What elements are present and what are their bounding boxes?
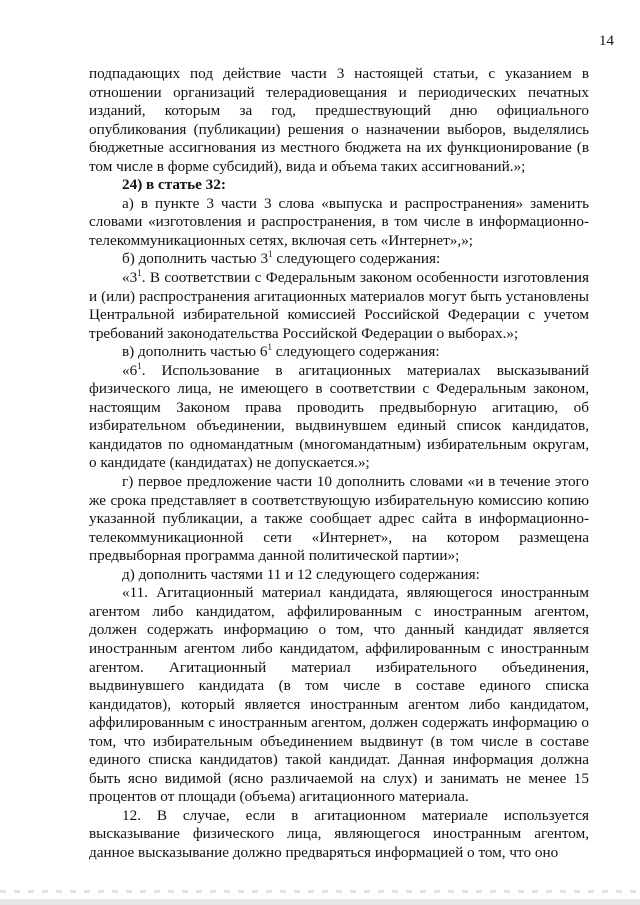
text-run: следующего содержания: [272,250,441,268]
paragraph-p8 [89,473,589,566]
paragraph-p2 [89,176,589,195]
text-run: . В соответствии с Федеральным законом особенности изготовления и (или) распространения агитационных материалов могут быть установлены Центральной избирательной комиссией Российской Федерации с учетом требований законодательства Российской Федерации о выборах.»; [89,269,589,342]
paragraph-p9 [89,566,589,585]
paragraph-p4 [89,250,589,269]
paragraph-p7 [89,362,589,473]
text-run: г) первое предложение части 10 дополнить словами «и в течение этого же срока представляет в соответствующую избирательную комиссию копию указанной публикации, а также сообщает адрес сайта в информационно-телекоммуникационной сети «Интернет», на котором размещена предвыборная программа данной политической партии»; [89,473,589,565]
text-run: 24) в статье 32: [122,176,226,194]
text-run: а) в пункте 3 части 3 слова «выпуска и распространения» заменить словами «изготовления и распространения, в том числе в информационно-телекоммуникационных сетях, включая сеть «Интернет»,»; [89,194,589,249]
text-run: . Использование в агитационных материалах высказываний физического лица, не имеющего в соответствии с Федеральным законом, настоящим Законом права проводить предвыборную агитацию, об избирательном объединении, выдвинувшем единый список кандидатов, кандидатов по одномандатным (многомандатным) избирательным округам, о кандидате (кандидатах) не допускается.»; [89,361,589,472]
text-run: 12. В случае, если в агитационном материале используется высказывание физического лица, являющегося иностранным агентом, данное высказывание должно предваряться информацией о том, что оно [89,806,589,861]
text-run: «3 [122,269,138,287]
superscript: 1 [267,342,272,353]
superscript: 1 [137,268,142,279]
text-run: «6 [122,361,138,379]
paragraph-p6 [89,343,589,362]
document-body [89,65,589,863]
text-run: подпадающих под действие части 3 настоящей статьи, с указанием в отношении организаций телерадиовещания и периодических печатных изданий, которым за год, предшествующий дню официального опубликования (публикации) решения о назначении выборов, выделялись бюджетные ассигнования из местного бюджета на их функционирование (в том числе в форме субсидий), вида и объема таких ассигнований.»; [89,65,589,175]
paragraph-p3 [89,195,589,251]
paragraph-p10 [89,584,589,807]
text-run: в) дополнить частью 6 [122,343,268,361]
text-run: б) дополнить частью 3 [122,250,269,268]
superscript: 1 [137,360,142,371]
scan-bottom-border [0,899,640,905]
scan-edge-artifact [0,890,640,893]
text-run: д) дополнить частями 11 и 12 следующего содержания: [122,565,480,583]
paragraph-p1 [89,65,589,176]
text-run: «11. Агитационный материал кандидата, являющегося иностранным агентом либо кандидатом, аффилированным с иностранным агентом, должен содержать информацию о том, что данный кандидат является иностранным агентом либо кандидатом, аффилированным с иностранным агентом. Агитационный материал избирательного объединения, выдвинувшего кандидата (в том числе в составе единого списка кандидатов), который является иностранным агентом либо кандидатом, аффилированным с иностранным агентом, должен содержать информацию о том, что избирательным объединением выдвинут (в том числе в составе единого списка кандидатов) такой кандидат. Данная информация должна быть ясно видимой (ясно различаемой на слух) и занимать не менее 15 процентов от площади (объема) агитационного материала. [89,584,589,806]
superscript: 1 [268,249,273,260]
paragraph-p11 [89,807,589,863]
page-number: 14 [599,33,614,49]
text-run: следующего содержания: [271,343,440,361]
paragraph-p5 [89,269,589,343]
